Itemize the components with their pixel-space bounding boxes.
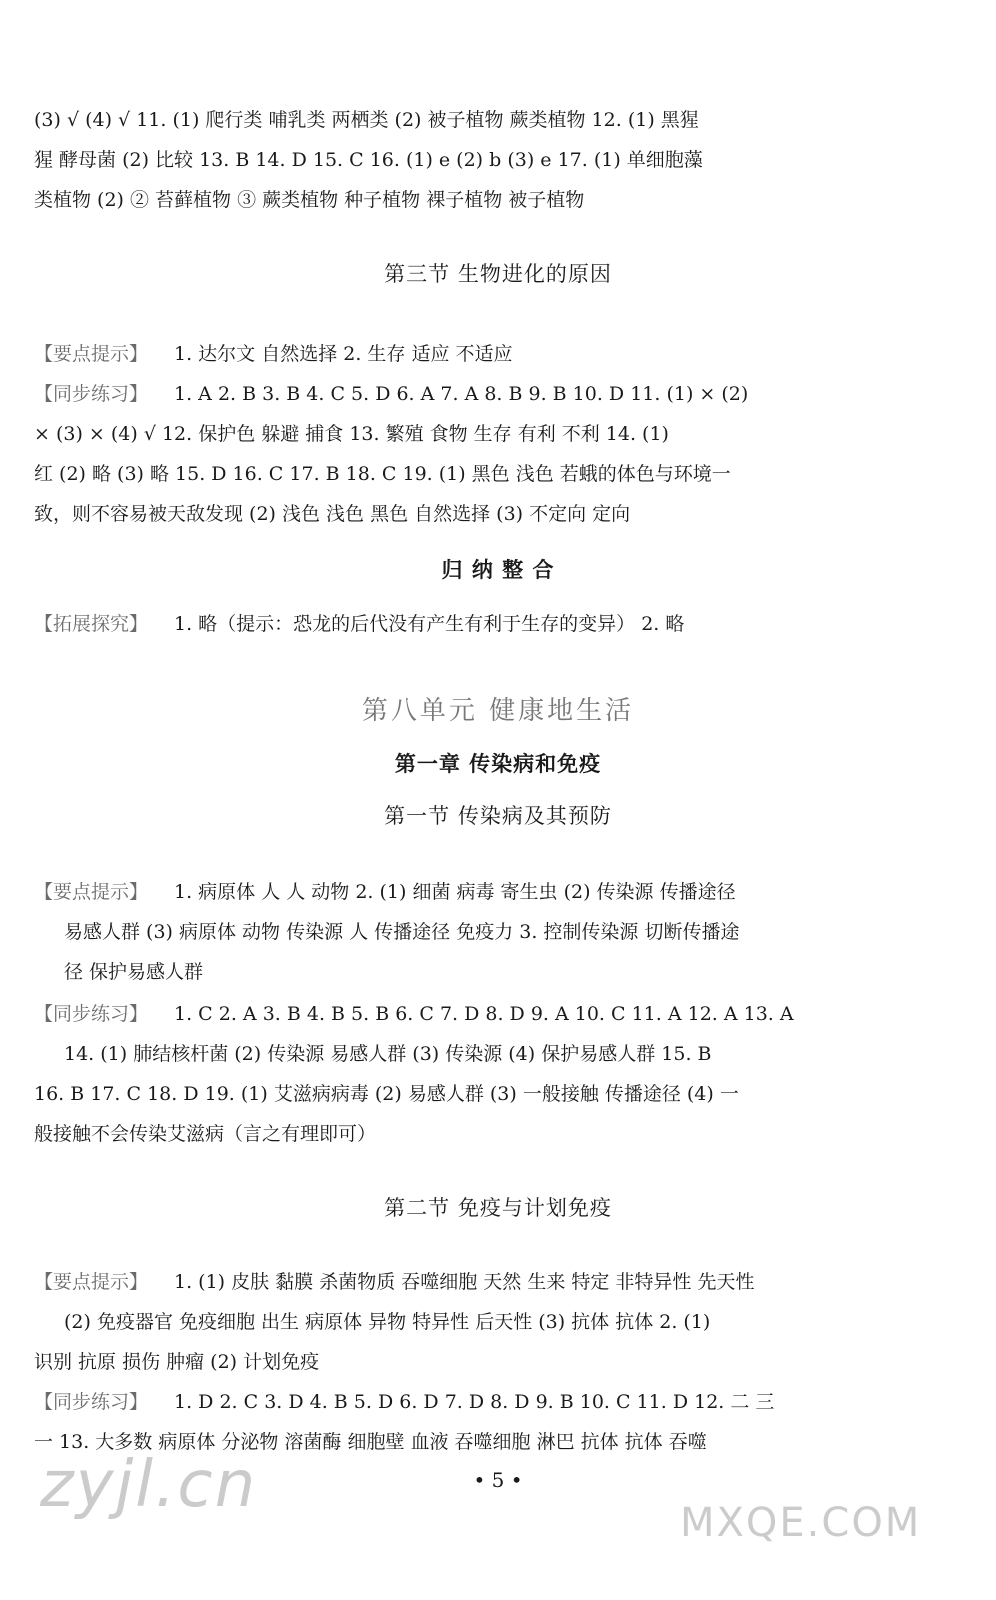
answer-line: 类植物 (2) ② 苔藓植物 ③ 蕨类植物 种子植物 裸子植物 被子植物	[34, 189, 585, 211]
key-point-line: 径 保护易感人群	[64, 961, 204, 983]
unit8-section-1-key-points	[34, 872, 962, 992]
exercises-tag: 【同步练习】	[34, 1003, 149, 1025]
exercise-line: 16. B 17. C 18. D 19. (1) 艾滋病病毒 (2) 易感人群 (3) 一般接触 传播途径 (4) 一	[34, 1083, 739, 1105]
section-3-exercises	[34, 374, 962, 534]
section-3-key-points	[34, 334, 962, 374]
exercise-line: 14. (1) 肺结核杆菌 (2) 传染源 易感人群 (3) 传染源 (4) 保护易感人群 15. B	[64, 1043, 712, 1065]
exercise-line: × (3) × (4) √ 12. 保护色 躲避 捕食 13. 繁殖 食物 生存 有利 不利 14. (1)	[34, 423, 669, 445]
key-points-tag: 【要点提示】	[34, 1271, 149, 1293]
exercise-line: 1. A 2. B 3. B 4. C 5. D 6. A 7. A 8. B 9. B 10. D 11. (1) × (2)	[174, 383, 749, 405]
explore-tag: 【拓展探究】	[34, 613, 149, 635]
key-point-line: 1. (1) 皮肤 黏膜 杀菌物质 吞噬细胞 天然 生来 特定 非特异性 先天性	[174, 1271, 755, 1293]
key-points-tag: 【要点提示】	[34, 881, 149, 903]
exercise-line: 般接触不会传染艾滋病（言之有理即可）	[34, 1123, 377, 1145]
page-number: • 5 •	[473, 1468, 523, 1492]
explore-text: 1. 略（提示：恐龙的后代没有产生有利于生存的变异） 2. 略	[174, 613, 685, 635]
exercises-tag: 【同步练习】	[34, 383, 149, 405]
watermark-left: zyjl.cn	[40, 1448, 258, 1522]
chapter-title: 第一章 传染病和免疫	[394, 752, 602, 776]
key-points-tag: 【要点提示】	[34, 343, 149, 365]
key-point-line: 识别 抗原 损伤 肿瘤 (2) 计划免疫	[34, 1351, 320, 1373]
unit8-section-1-title: 第一节 传染病及其预防	[384, 804, 612, 828]
key-point-line: 1. 病原体 人 人 动物 2. (1) 细菌 病毒 寄生虫 (2) 传染源 传播途径	[174, 881, 736, 903]
exercise-line: 1. C 2. A 3. B 4. B 5. B 6. C 7. D 8. D 9. A 10. C 11. A 12. A 13. A	[174, 1003, 794, 1025]
unit8-section-1-exercises	[34, 994, 962, 1154]
continued-answers	[34, 100, 962, 220]
exercise-line: 1. D 2. C 3. D 4. B 5. D 6. D 7. D 8. D 9. B 10. C 11. D 12. 二 三	[174, 1391, 775, 1413]
answer-line: 猩 酵母菌 (2) 比较 13. B 14. D 15. C 16. (1) e (2) b (3) e 17. (1) 单细胞藻	[34, 149, 703, 171]
exercise-line: 致，则不容易被天敌发现 (2) 浅色 浅色 黑色 自然选择 (3) 不定向 定向	[34, 503, 631, 525]
summary-explore	[34, 604, 962, 644]
unit-title: 第八单元 健康地生活	[361, 696, 635, 726]
summary-title: 归 纳 整 合	[441, 558, 555, 582]
exercises-tag: 【同步练习】	[34, 1391, 149, 1413]
key-point-line: 易感人群 (3) 病原体 动物 传染源 人 传播途径 免疫力 3. 控制传染源 切断传播途	[64, 921, 740, 943]
unit8-section-2-key-points	[34, 1262, 962, 1382]
exercise-line: 红 (2) 略 (3) 略 15. D 16. C 17. B 18. C 19. (1) 黑色 浅色 若蛾的体色与环境一	[34, 463, 731, 485]
answer-line: (3) √ (4) √ 11. (1) 爬行类 哺乳类 两栖类 (2) 被子植物 蕨类植物 12. (1) 黑猩	[34, 109, 699, 131]
exercise-line: 一 13. 大多数 病原体 分泌物 溶菌酶 细胞壁 血液 吞噬细胞 淋巴 抗体 抗体 吞噬	[34, 1431, 707, 1453]
key-points-text: 1. 达尔文 自然选择 2. 生存 适应 不适应	[174, 343, 513, 365]
key-point-line: (2) 免疫器官 免疫细胞 出生 病原体 异物 特异性 后天性 (3) 抗体 抗体 2. (1)	[64, 1311, 711, 1333]
section-3-title: 第三节 生物进化的原因	[384, 262, 612, 286]
unit8-section-2-title: 第二节 免疫与计划免疫	[384, 1196, 612, 1220]
watermark-right: MXQE.COM	[680, 1500, 922, 1546]
